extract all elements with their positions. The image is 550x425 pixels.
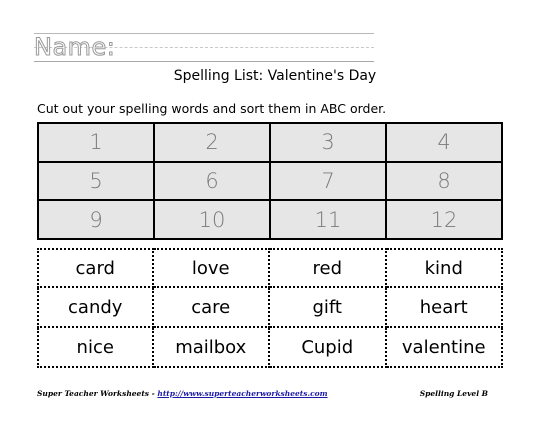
footer-url-link[interactable]: http://www.superteacherworksheets.com — [157, 389, 328, 398]
number-cell: 8 — [387, 163, 501, 200]
word-card: gift — [270, 288, 387, 328]
word-card: Cupid — [270, 328, 387, 368]
number-cell: 9 — [39, 201, 153, 238]
number-cell: 10 — [155, 201, 269, 238]
word-card: nice — [37, 328, 154, 368]
word-cards-grid — [37, 248, 503, 368]
number-cell: 12 — [387, 201, 501, 238]
word-card: candy — [37, 288, 154, 328]
name-label: Name: — [34, 33, 116, 61]
word-card: mailbox — [154, 328, 271, 368]
word-card: care — [154, 288, 271, 328]
word-card: card — [37, 248, 154, 288]
word-card: love — [154, 248, 271, 288]
number-cell: 11 — [271, 201, 385, 238]
number-cell: 1 — [39, 124, 153, 161]
footer-site-name: Super Teacher Worksheets — [37, 389, 150, 398]
word-card: kind — [387, 248, 504, 288]
footer-credit — [37, 389, 328, 398]
number-cell: 7 — [271, 163, 385, 200]
number-cell: 4 — [387, 124, 501, 161]
abc-order-grid — [37, 122, 503, 240]
number-cell: 6 — [155, 163, 269, 200]
footer-level: Spelling Level B — [419, 389, 488, 398]
footer-separator: - — [149, 389, 158, 398]
word-card: heart — [387, 288, 504, 328]
name-line — [34, 30, 374, 64]
number-cell: 3 — [271, 124, 385, 161]
number-cell: 5 — [39, 163, 153, 200]
number-cell: 2 — [155, 124, 269, 161]
worksheet-title: Spelling List: Valentine's Day — [173, 68, 377, 84]
word-card: valentine — [387, 328, 504, 368]
word-card: red — [270, 248, 387, 288]
instructions: Cut out your spelling words and sort them in ABC order. — [37, 101, 387, 116]
